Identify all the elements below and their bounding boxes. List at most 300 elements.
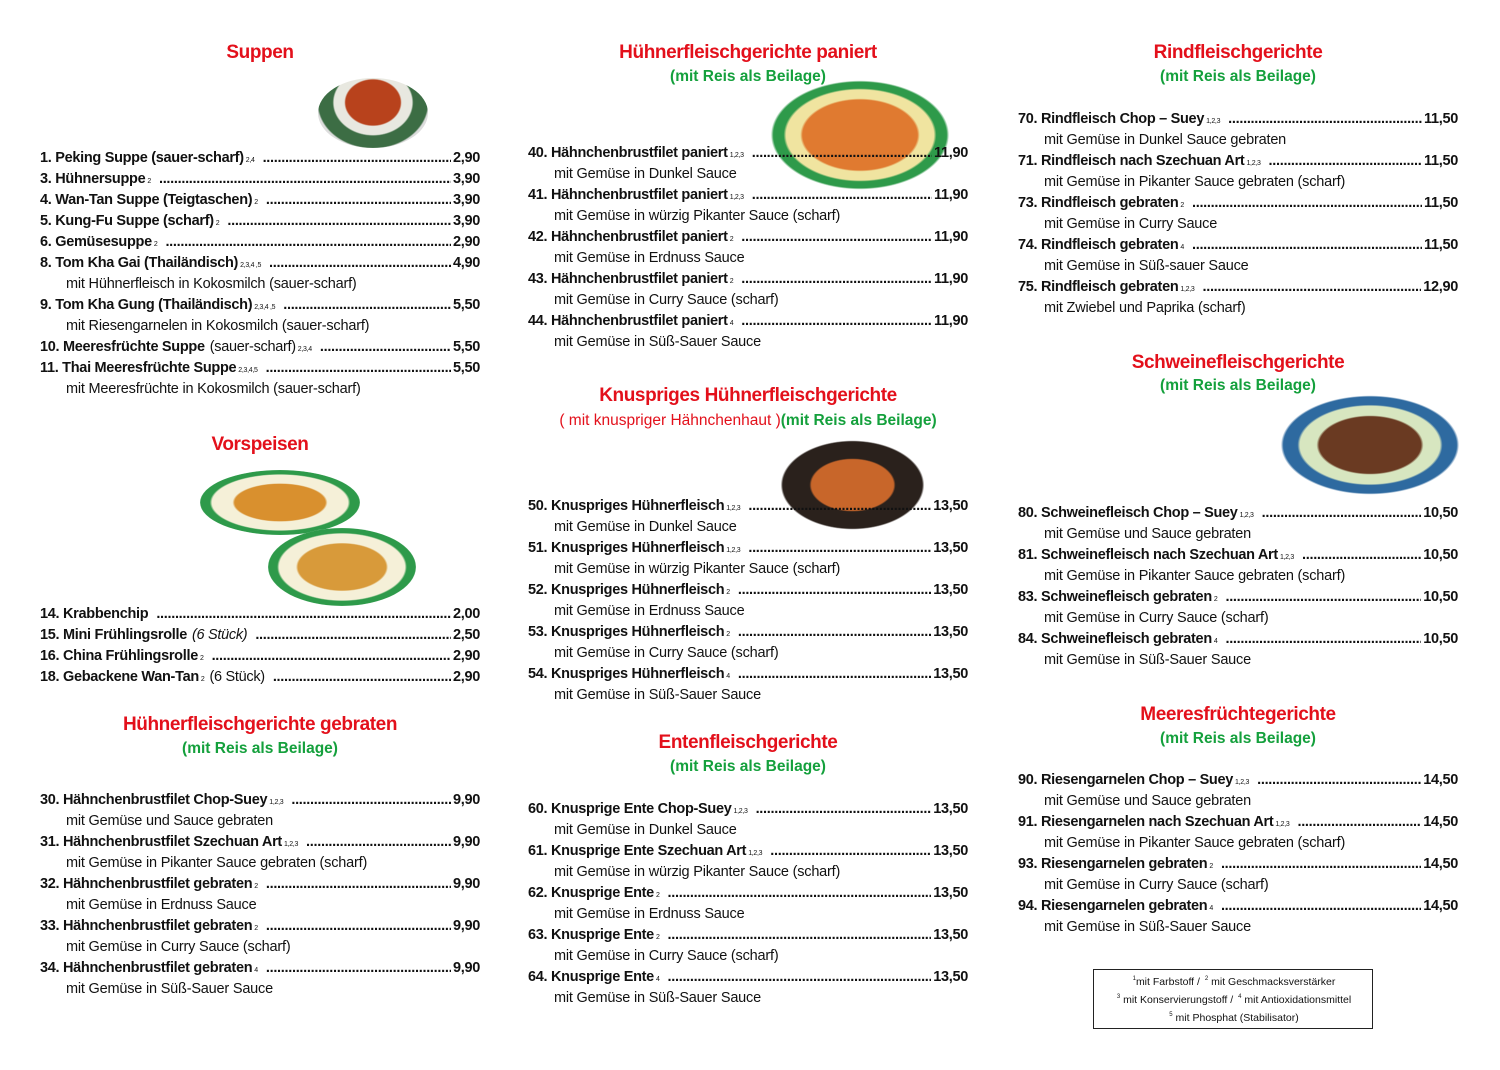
menu-item bbox=[1018, 279, 1458, 300]
item-name: 91. Riesengarnelen nach Szechuan Art bbox=[1018, 814, 1274, 830]
dot-leader bbox=[1221, 856, 1421, 872]
item-name: 52. Knuspriges Hühnerfleisch bbox=[528, 582, 725, 598]
dot-leader bbox=[266, 960, 451, 976]
allergen-codes: 2 bbox=[729, 236, 734, 243]
dot-leader bbox=[748, 498, 931, 514]
dot-leader bbox=[266, 360, 451, 376]
menu-item bbox=[1018, 772, 1458, 793]
menu-item bbox=[1018, 195, 1458, 216]
item-description: mit Gemüse in Süß-Sauer Sauce bbox=[554, 990, 761, 1006]
item-description: mit Gemüse in Süß-sauer Sauce bbox=[1044, 258, 1249, 274]
allergen-footnote bbox=[1093, 969, 1373, 1029]
dot-leader bbox=[283, 297, 451, 313]
item-description: mit Gemüse in Dunkel Sauce bbox=[554, 166, 737, 182]
menu-item bbox=[40, 297, 480, 318]
item-price: 5,50 bbox=[452, 360, 480, 376]
item-note: (6 Stück) bbox=[191, 627, 248, 643]
item-price: 11,50 bbox=[1424, 237, 1458, 253]
item-name: 41. Hähnchenbrustfilet paniert bbox=[528, 187, 728, 203]
item-price: 9,90 bbox=[452, 834, 480, 850]
item-price: 13,50 bbox=[933, 843, 968, 859]
allergen-codes: 1,2,3 bbox=[726, 505, 741, 512]
item-name: 33. Hähnchenbrustfilet gebraten bbox=[40, 918, 253, 934]
item-name: 44. Hähnchenbrustfilet paniert bbox=[528, 313, 728, 329]
item-description: mit Gemüse in Pikanter Sauce gebraten (scharf) bbox=[1044, 835, 1346, 851]
dot-leader bbox=[770, 843, 931, 859]
item-name: 15. Mini Frühlingsrolle bbox=[40, 627, 187, 643]
footnote-number: 4 bbox=[1238, 994, 1242, 1000]
dot-leader bbox=[668, 927, 932, 943]
menu-item bbox=[40, 606, 480, 627]
menu-item bbox=[40, 792, 480, 813]
allergen-codes: 4 bbox=[655, 976, 660, 983]
menu-item bbox=[1018, 589, 1458, 610]
item-description: mit Riesengarnelen in Kokosmilch (sauer-scharf) bbox=[66, 318, 370, 334]
dot-leader bbox=[1257, 772, 1421, 788]
item-price: 9,90 bbox=[452, 960, 480, 976]
dot-leader bbox=[738, 582, 931, 598]
item-name: 53. Knuspriges Hühnerfleisch bbox=[528, 624, 725, 640]
item-name: 75. Rindfleisch gebraten bbox=[1018, 279, 1179, 295]
item-price: 2,90 bbox=[452, 669, 480, 685]
menu-item-list bbox=[1018, 772, 1458, 940]
item-price: 3,90 bbox=[452, 213, 480, 229]
item-price: 11,90 bbox=[934, 187, 968, 203]
menu-item bbox=[528, 927, 968, 948]
dot-leader bbox=[738, 666, 931, 682]
pork-dish-image bbox=[1280, 395, 1460, 495]
menu-item bbox=[40, 255, 480, 276]
item-name: 40. Hähnchenbrustfilet paniert bbox=[528, 145, 728, 161]
allergen-codes: 1,2,3 bbox=[748, 850, 763, 857]
allergen-codes: 2 bbox=[254, 199, 258, 206]
allergen-codes: 2 bbox=[153, 241, 158, 248]
menu-item bbox=[40, 669, 480, 690]
allergen-codes: 4 bbox=[1209, 905, 1213, 912]
allergen-codes: 2,3,4 bbox=[297, 346, 312, 353]
dot-leader bbox=[165, 234, 451, 250]
dot-leader bbox=[266, 192, 451, 208]
item-description: mit Gemüse und Sauce gebraten bbox=[66, 813, 273, 829]
dot-leader bbox=[752, 187, 932, 203]
allergen-codes: 4 bbox=[1213, 638, 1218, 645]
menu-item bbox=[528, 229, 968, 250]
dot-leader bbox=[1225, 589, 1421, 605]
dot-leader bbox=[156, 606, 451, 622]
menu-item bbox=[40, 876, 480, 897]
item-description: mit Gemüse und Sauce gebraten bbox=[1044, 526, 1251, 542]
soup-bowl-image bbox=[318, 78, 428, 148]
allergen-codes: 2 bbox=[147, 178, 151, 185]
subtitle-text: (mit Reis als Beilage) bbox=[1160, 377, 1316, 394]
item-name: 83. Schweinefleisch gebraten bbox=[1018, 589, 1212, 605]
menu-item bbox=[1018, 814, 1458, 835]
item-description: mit Gemüse in Süß-Sauer Sauce bbox=[1044, 652, 1251, 668]
item-price: 5,50 bbox=[452, 297, 480, 313]
menu-item bbox=[1018, 237, 1458, 258]
item-description: mit Gemüse in Pikanter Sauce gebraten (scharf) bbox=[1044, 568, 1346, 584]
section-subtitle bbox=[1018, 377, 1458, 395]
item-price: 11,90 bbox=[934, 271, 968, 287]
item-description: mit Gemüse in Curry Sauce bbox=[1044, 216, 1218, 232]
item-name: 90. Riesengarnelen Chop – Suey bbox=[1018, 772, 1234, 788]
item-name: 71. Rindfleisch nach Szechuan Art bbox=[1018, 153, 1245, 169]
subtitle-note: ( mit knuspriger Hähnchenhaut ) bbox=[559, 412, 781, 429]
footnote-text: mit Phosphat (Stabilisator) bbox=[1172, 1012, 1299, 1024]
footnote-line bbox=[1094, 990, 1372, 1008]
item-name: 3. Hühnersuppe bbox=[40, 171, 146, 187]
menu-item bbox=[40, 171, 480, 192]
menu-item bbox=[528, 885, 968, 906]
dot-leader bbox=[741, 229, 932, 245]
item-note: (sauer-scharf) bbox=[209, 339, 296, 355]
item-name: 34. Hähnchenbrustfilet gebraten bbox=[40, 960, 253, 976]
footnote-number: 3 bbox=[1116, 994, 1121, 1000]
item-price: 13,50 bbox=[933, 624, 968, 640]
dot-leader bbox=[668, 885, 932, 901]
menu-item bbox=[40, 234, 480, 255]
allergen-codes: 1,2,3 bbox=[726, 547, 741, 554]
dot-leader bbox=[1297, 814, 1421, 830]
item-price: 3,90 bbox=[452, 192, 480, 208]
allergen-codes: 2 bbox=[655, 892, 660, 899]
item-name: 11. Thai Meeresfrüchte Suppe bbox=[40, 360, 237, 376]
item-description: mit Gemüse in würzig Pikanter Sauce (scharf) bbox=[554, 208, 841, 224]
menu-item-list bbox=[40, 606, 480, 690]
menu-item bbox=[528, 801, 968, 822]
section-subtitle bbox=[1018, 68, 1458, 86]
section-title: Vorspeisen bbox=[211, 434, 309, 455]
item-price: 2,00 bbox=[452, 606, 480, 622]
menu-item-list bbox=[1018, 111, 1458, 321]
footnote-number: 2 bbox=[1204, 976, 1209, 982]
footnote-text: mit Geschmacksverstärker bbox=[1208, 976, 1336, 988]
allergen-codes: 2 bbox=[729, 278, 734, 285]
allergen-codes: 1,2,3 bbox=[729, 194, 744, 201]
item-price: 10,50 bbox=[1423, 547, 1458, 563]
item-price: 4,90 bbox=[452, 255, 480, 271]
dot-leader bbox=[748, 540, 931, 556]
wan-tan-image bbox=[268, 528, 416, 606]
item-price: 11,90 bbox=[934, 145, 968, 161]
item-price: 3,90 bbox=[452, 171, 480, 187]
item-price: 11,50 bbox=[1424, 111, 1458, 127]
dot-leader bbox=[306, 834, 451, 850]
item-name: 51. Knuspriges Hühnerfleisch bbox=[528, 540, 725, 556]
item-name: 64. Knusprige Ente bbox=[528, 969, 654, 985]
item-name: 94. Riesengarnelen gebraten bbox=[1018, 898, 1208, 914]
item-price: 9,90 bbox=[452, 918, 480, 934]
item-description: mit Gemüse in Süß-Sauer Sauce bbox=[554, 334, 761, 350]
menu-item bbox=[40, 834, 480, 855]
item-price: 13,50 bbox=[933, 540, 968, 556]
dot-leader bbox=[738, 624, 931, 640]
footnote-line bbox=[1094, 972, 1372, 990]
section-subtitle bbox=[528, 412, 968, 430]
item-price: 10,50 bbox=[1423, 631, 1458, 647]
footnote-text: mit Konservierungstoff / bbox=[1120, 994, 1237, 1006]
item-name: 54. Knuspriges Hühnerfleisch bbox=[528, 666, 725, 682]
item-description: mit Gemüse in Süß-Sauer Sauce bbox=[1044, 919, 1251, 935]
menu-item bbox=[528, 313, 968, 334]
item-name: 61. Knusprige Ente Szechuan Art bbox=[528, 843, 747, 859]
subtitle-text: (mit Reis als Beilage) bbox=[670, 758, 826, 775]
item-name: 32. Hähnchenbrustfilet gebraten bbox=[40, 876, 253, 892]
item-description: mit Gemüse in Pikanter Sauce gebraten (scharf) bbox=[1044, 174, 1346, 190]
item-name: 60. Knusprige Ente Chop-Suey bbox=[528, 801, 732, 817]
menu-item bbox=[40, 648, 480, 669]
section-subtitle bbox=[40, 740, 480, 758]
allergen-codes: 2,3,4 ,5 bbox=[254, 304, 276, 311]
item-price: 12,90 bbox=[1423, 279, 1458, 295]
item-name: 14. Krabbenchip bbox=[40, 606, 149, 622]
item-description: mit Gemüse in Dunkel Sauce bbox=[554, 822, 737, 838]
item-price: 11,90 bbox=[934, 229, 968, 245]
item-name: 81. Schweinefleisch nach Szechuan Art bbox=[1018, 547, 1278, 563]
subtitle-text: (mit Reis als Beilage) bbox=[182, 740, 338, 757]
dot-leader bbox=[266, 876, 451, 892]
item-name: 42. Hähnchenbrustfilet paniert bbox=[528, 229, 728, 245]
menu-item bbox=[528, 540, 968, 561]
dot-leader bbox=[212, 648, 451, 664]
menu-item-list bbox=[40, 150, 480, 402]
allergen-codes: 1,2,3 bbox=[1246, 160, 1261, 167]
dot-leader bbox=[741, 313, 932, 329]
dot-leader bbox=[752, 145, 932, 161]
item-description: mit Gemüse in Curry Sauce (scharf) bbox=[1044, 610, 1269, 626]
item-description: mit Gemüse und Sauce gebraten bbox=[1044, 793, 1251, 809]
allergen-codes: 1,2,3 bbox=[733, 808, 748, 815]
menu-item bbox=[528, 498, 968, 519]
item-description: mit Gemüse in Pikanter Sauce gebraten (scharf) bbox=[66, 855, 368, 871]
item-name: 10. Meeresfrüchte Suppe bbox=[40, 339, 205, 355]
item-price: 13,50 bbox=[933, 969, 968, 985]
item-price: 5,50 bbox=[452, 339, 480, 355]
allergen-codes: 1,2,3 bbox=[1235, 779, 1250, 786]
item-price: 10,50 bbox=[1423, 505, 1458, 521]
item-description: mit Meeresfrüchte in Kokosmilch (sauer-scharf) bbox=[66, 381, 361, 397]
footnote-number: 1 bbox=[1132, 976, 1136, 982]
dot-leader bbox=[263, 150, 451, 166]
allergen-codes: 1,2,3 bbox=[1239, 512, 1254, 519]
footnote-text: mit Antioxidationsmittel bbox=[1241, 994, 1352, 1006]
item-name: 8. Tom Kha Gai (Thailändisch) bbox=[40, 255, 239, 271]
menu-item bbox=[40, 339, 480, 360]
allergen-codes: 2 bbox=[726, 631, 730, 638]
allergen-codes: 4 bbox=[729, 320, 734, 327]
dot-leader bbox=[1269, 153, 1422, 169]
allergen-codes: 2 bbox=[215, 220, 220, 227]
dot-leader bbox=[320, 339, 451, 355]
dot-leader bbox=[1228, 111, 1422, 127]
item-price: 10,50 bbox=[1423, 589, 1458, 605]
item-name: 18. Gebackene Wan-Tan bbox=[40, 669, 199, 685]
menu-item bbox=[40, 150, 480, 171]
item-price: 14,50 bbox=[1423, 898, 1458, 914]
section-subtitle bbox=[1018, 730, 1458, 748]
menu-item bbox=[40, 918, 480, 939]
footnote-number: 5 bbox=[1169, 1012, 1173, 1018]
menu-item bbox=[1018, 898, 1458, 919]
item-name: 6. Gemüsesuppe bbox=[40, 234, 152, 250]
menu-item bbox=[40, 360, 480, 381]
menu-item-list bbox=[40, 792, 480, 1002]
item-name: 63. Knusprige Ente bbox=[528, 927, 654, 943]
allergen-codes: 2,3,4 ,5 bbox=[240, 262, 262, 269]
dot-leader bbox=[1192, 195, 1422, 211]
dot-leader bbox=[227, 213, 451, 229]
menu-item bbox=[40, 627, 480, 648]
allergen-codes: 2 bbox=[1209, 863, 1213, 870]
item-name: 93. Riesengarnelen gebraten bbox=[1018, 856, 1208, 872]
menu-item bbox=[1018, 631, 1458, 652]
section-subtitle bbox=[528, 758, 968, 776]
allergen-codes: 1,2,3 bbox=[283, 841, 299, 848]
allergen-codes: 4 bbox=[254, 967, 258, 974]
dot-leader bbox=[1302, 547, 1421, 563]
allergen-codes: 1,2,3 bbox=[269, 799, 284, 806]
subtitle-text: (mit Reis als Beilage) bbox=[670, 68, 826, 85]
item-price: 13,50 bbox=[933, 498, 968, 514]
item-price: 9,90 bbox=[452, 792, 480, 808]
item-description: mit Hühnerfleisch in Kokosmilch (sauer-scharf) bbox=[66, 276, 357, 292]
item-price: 13,50 bbox=[933, 801, 968, 817]
item-name: 43. Hähnchenbrustfilet paniert bbox=[528, 271, 728, 287]
dot-leader bbox=[1192, 237, 1422, 253]
item-note: (6 Stück) bbox=[209, 669, 265, 685]
section-title: Hühnerfleischgerichte gebraten bbox=[122, 714, 398, 735]
section-title: Schweinefleischgerichte bbox=[1131, 352, 1345, 373]
item-price: 9,90 bbox=[452, 876, 480, 892]
section-title: Knuspriges Hühnerfleischgerichte bbox=[599, 385, 897, 406]
menu-item-list bbox=[528, 801, 968, 1011]
item-price: 13,50 bbox=[933, 582, 968, 598]
subtitle-text: (mit Reis als Beilage) bbox=[780, 412, 937, 429]
dot-leader bbox=[159, 171, 451, 187]
footnote-text: mit Farbstoff / bbox=[1135, 976, 1203, 988]
menu-item bbox=[40, 213, 480, 234]
section-subtitle bbox=[528, 68, 968, 86]
allergen-codes: 2 bbox=[1213, 596, 1218, 603]
item-description: mit Gemüse in Süß-Sauer Sauce bbox=[554, 687, 761, 703]
menu-item bbox=[528, 187, 968, 208]
item-price: 11,50 bbox=[1424, 153, 1458, 169]
footnote-line bbox=[1094, 1008, 1372, 1026]
menu-item-list bbox=[1018, 505, 1458, 673]
menu-item-list bbox=[528, 145, 968, 355]
menu-item bbox=[40, 960, 480, 981]
section-title: Suppen bbox=[226, 42, 294, 63]
item-name: 16. China Frühlingsrolle bbox=[40, 648, 198, 664]
item-name: 84. Schweinefleisch gebraten bbox=[1018, 631, 1212, 647]
menu-item bbox=[528, 271, 968, 292]
item-description: mit Gemüse in Süß-Sauer Sauce bbox=[66, 981, 273, 997]
subtitle-text: (mit Reis als Beilage) bbox=[1160, 68, 1316, 85]
item-name: 9. Tom Kha Gung (Thailändisch) bbox=[40, 297, 253, 313]
menu-item bbox=[1018, 153, 1458, 174]
dot-leader bbox=[1221, 898, 1421, 914]
dot-leader bbox=[269, 255, 451, 271]
item-price: 13,50 bbox=[933, 927, 968, 943]
item-name: 5. Kung-Fu Suppe (scharf) bbox=[40, 213, 214, 229]
menu-item bbox=[528, 624, 968, 645]
item-price: 14,50 bbox=[1423, 814, 1458, 830]
item-price: 13,50 bbox=[933, 666, 968, 682]
allergen-codes: 1,2,3 bbox=[729, 152, 744, 159]
item-description: mit Gemüse in Curry Sauce (scharf) bbox=[554, 645, 779, 661]
dot-leader bbox=[1225, 631, 1421, 647]
item-description: mit Gemüse in würzig Pikanter Sauce (scharf) bbox=[554, 561, 841, 577]
dot-leader bbox=[756, 801, 932, 817]
allergen-codes: 2,3,4,5 bbox=[238, 367, 258, 374]
allergen-codes: 2 bbox=[199, 655, 204, 662]
item-price: 14,50 bbox=[1423, 772, 1458, 788]
item-description: mit Zwiebel und Paprika (scharf) bbox=[1044, 300, 1246, 316]
menu-item bbox=[1018, 505, 1458, 526]
item-description: mit Gemüse in würzig Pikanter Sauce (scharf) bbox=[554, 864, 841, 880]
dot-leader bbox=[255, 627, 451, 643]
menu-item bbox=[528, 843, 968, 864]
item-name: 30. Hähnchenbrustfilet Chop-Suey bbox=[40, 792, 268, 808]
dot-leader bbox=[291, 792, 451, 808]
allergen-codes: 4 bbox=[726, 673, 730, 680]
section-title: Entenfleischgerichte bbox=[658, 732, 838, 753]
allergen-codes: 1,2,3 bbox=[1180, 286, 1195, 293]
item-name: 70. Rindfleisch Chop – Suey bbox=[1018, 111, 1205, 127]
allergen-codes: 1,2,3 bbox=[1275, 821, 1290, 828]
menu-item bbox=[1018, 547, 1458, 568]
menu-item bbox=[528, 582, 968, 603]
allergen-codes: 4 bbox=[1180, 244, 1184, 251]
dot-leader bbox=[1202, 279, 1421, 295]
item-name: 80. Schweinefleisch Chop – Suey bbox=[1018, 505, 1238, 521]
item-price: 2,90 bbox=[452, 648, 480, 664]
item-name: 74. Rindfleisch gebraten bbox=[1018, 237, 1179, 253]
item-name: 62. Knusprige Ente bbox=[528, 885, 654, 901]
menu-item bbox=[528, 969, 968, 990]
item-description: mit Gemüse in Curry Sauce (scharf) bbox=[66, 939, 291, 955]
item-description: mit Gemüse in Erdnuss Sauce bbox=[66, 897, 257, 913]
allergen-codes: 1,2,3 bbox=[1206, 118, 1221, 125]
item-description: mit Gemüse in Erdnuss Sauce bbox=[554, 603, 745, 619]
item-price: 13,50 bbox=[933, 885, 968, 901]
menu-item bbox=[40, 192, 480, 213]
item-description: mit Gemüse in Erdnuss Sauce bbox=[554, 906, 745, 922]
menu-item bbox=[528, 666, 968, 687]
item-description: mit Gemüse in Curry Sauce (scharf) bbox=[1044, 877, 1269, 893]
allergen-codes: 2,4 bbox=[245, 157, 255, 164]
section-title: Rindfleischgerichte bbox=[1153, 42, 1323, 63]
item-name: 50. Knuspriges Hühnerfleisch bbox=[528, 498, 725, 514]
menu-item-list bbox=[528, 498, 968, 708]
allergen-codes: 2 bbox=[254, 925, 258, 932]
menu-item bbox=[1018, 856, 1458, 877]
item-description: mit Gemüse in Curry Sauce (scharf) bbox=[554, 948, 779, 964]
item-description: mit Gemüse in Erdnuss Sauce bbox=[554, 250, 745, 266]
dot-leader bbox=[741, 271, 932, 287]
allergen-codes: 2 bbox=[254, 883, 258, 890]
item-price: 2,90 bbox=[452, 150, 480, 166]
item-name: 31. Hähnchenbrustfilet Szechuan Art bbox=[40, 834, 282, 850]
item-price: 14,50 bbox=[1423, 856, 1458, 872]
item-price: 2,50 bbox=[452, 627, 480, 643]
menu-item bbox=[1018, 111, 1458, 132]
item-name: 4. Wan-Tan Suppe (Teigtaschen) bbox=[40, 192, 253, 208]
allergen-codes: 2 bbox=[200, 676, 205, 683]
subtitle-text: (mit Reis als Beilage) bbox=[1160, 730, 1316, 747]
dot-leader bbox=[266, 918, 451, 934]
allergen-codes: 1,2,3 bbox=[1279, 554, 1295, 561]
